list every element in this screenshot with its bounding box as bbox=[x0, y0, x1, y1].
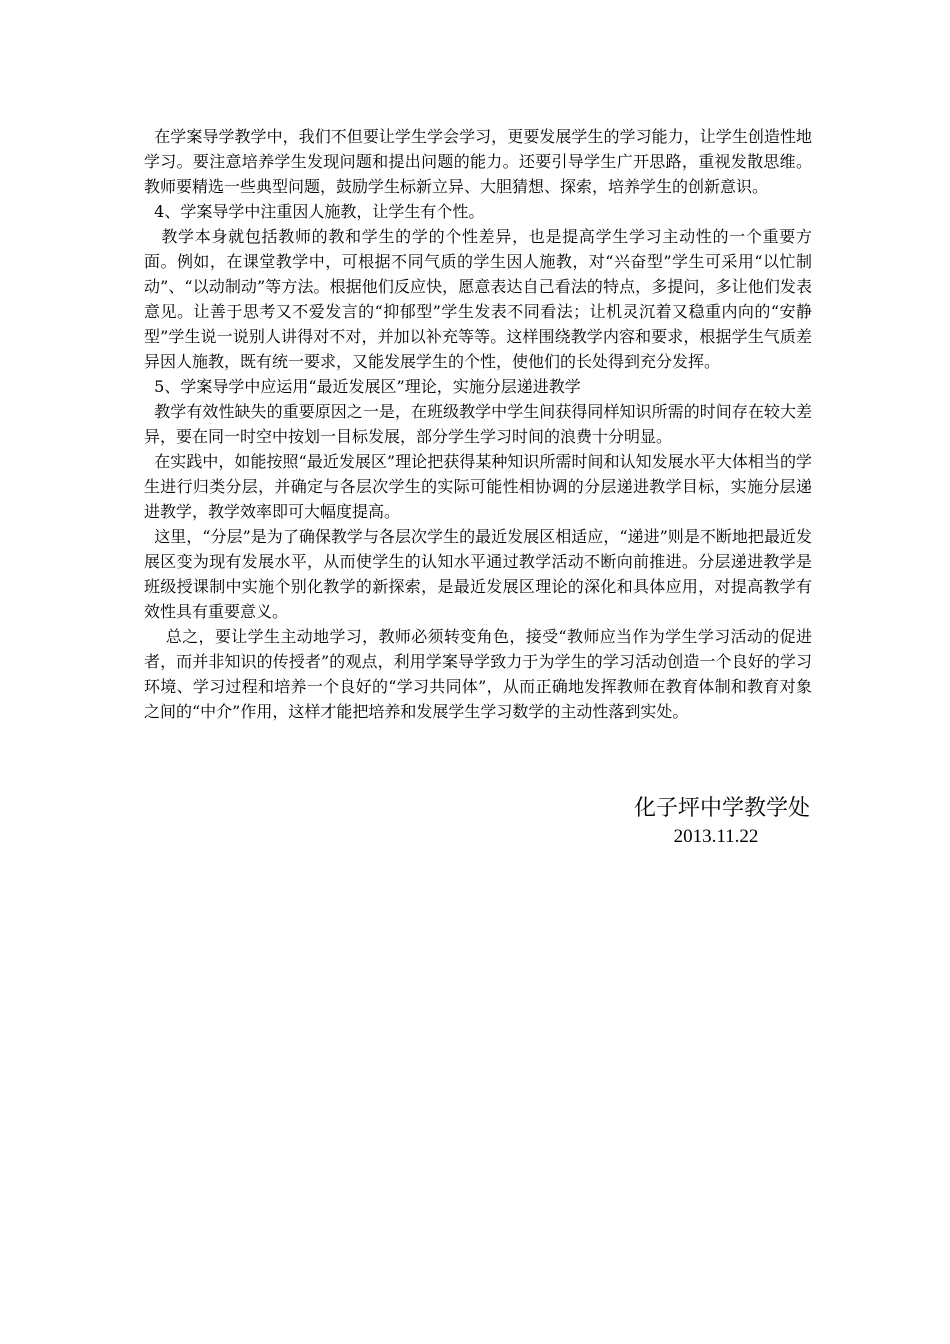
section-heading-5: 5、学案导学中应运用“最近发展区”理论，实施分层递进教学 bbox=[144, 377, 581, 396]
signature-date: 2013.11.22 bbox=[673, 826, 759, 847]
paragraph-conclusion: 总之，要让学生主动地学习，教师必须转变角色，接受“教师应当作为学生学习活动的促进者，而并非知识的传授者”的观点，利用学案导学致力于为学生的学习活动创造一个良好的学习环境、学习过程和培养一个良好的“学习共同体”，从而正确地发挥教师在教育体制和教育对象之间的“中介”作用，这样才能把培养和发展学生学习数学的主动性落到实处。 bbox=[144, 627, 813, 721]
paragraph-practice: 在实践中，如能按照“最近发展区”理论把获得某种知识所需时间和认知发展水平大体相当的学生进行归类分层，并确定与各层次学生的实际可能性相协调的分层递进教学目标，实施分层递进教学，教学效率即可大幅度提高。 bbox=[144, 452, 812, 521]
paragraph-layered-progression: 这里，“分层”是为了确保教学与各层次学生的最近发展区相适应，“递进”则是不断地把最近发展区变为现有发展水平，从而使学生的认知水平通过教学活动不断向前推进。分层递进教学是班级授课制中实施个别化教学的新探索，是最近发展区理论的深化和具体应用，对提高教学有效性具有重要意义。 bbox=[144, 527, 812, 621]
signature-organization: 化子坪中学教学处 bbox=[633, 796, 810, 821]
paragraph-innovation: 在学案导学教学中，我们不但要让学生学会学习，更要发展学生的学习能力，让学生创造性地学习。要注意培养学生发现问题和提出问题的能力。还要引导学生广开思路，重视发散思维。教师要精选一些典型问题，鼓励学生标新立异、大胆猜想、探索，培养学生的创新意识。 bbox=[144, 127, 812, 196]
section-heading-4: 4、学案导学中注重因人施教，让学生有个性。 bbox=[144, 202, 485, 221]
signature-block bbox=[560, 794, 810, 850]
document-body bbox=[144, 124, 812, 724]
paragraph-effectiveness: 教学有效性缺失的重要原因之一是，在班级教学中学生间获得同样知识所需的时间存在较大差异，要在同一时空中按划一目标发展，部分学生学习时间的浪费十分明显。 bbox=[144, 402, 812, 446]
paragraph-individual-teaching: 教学本身就包括教师的教和学生的学的个性差异，也是提高学生学习主动性的一个重要方面。例如，在课堂教学中，可根据不同气质的学生因人施教，对“兴奋型”学生可采用“以忙制动”、“以动制动”等方法。根据他们反应快，愿意表达自己看法的特点，多提问，多让他们发表意见。让善于思考又不爱发言的“抑郁型”学生发表不同看法；让机灵沉着又稳重内向的“安静型”学生说一说别人讲得对不对，并加以补充等等。这样围绕教学内容和要求，根据学生气质差异因人施教，既有统一要求，又能发展学生的个性，使他们的长处得到充分发挥。 bbox=[144, 227, 812, 371]
